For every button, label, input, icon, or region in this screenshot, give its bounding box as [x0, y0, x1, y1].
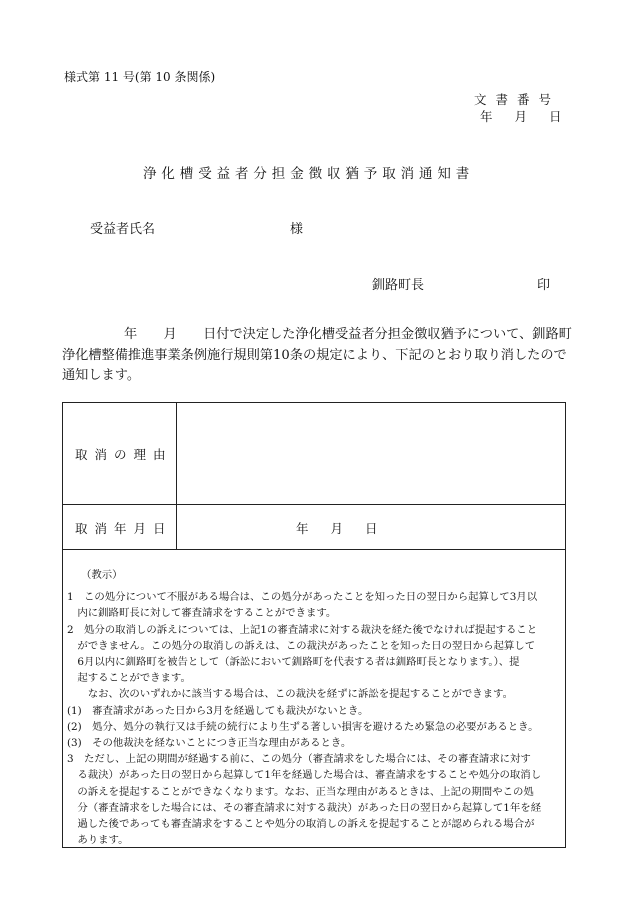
header-date-day: 日 [549, 109, 562, 124]
appeal-notice-line: 起することができます。 [67, 672, 191, 685]
appeal-notice-line: 分（審査請求をした場合には、その審査請求に対する裁決）があった日の翌日から起算して1年を経 [67, 801, 542, 814]
appeal-notice-line: (3) その他裁決を経ないことにつき正当な理由があるとき。 [67, 737, 352, 750]
details-table [62, 402, 566, 848]
reason-label: 取消の理由 [75, 447, 173, 462]
appeal-notice-line: 1 この処分について不服がある場合は、この処分があったことを知った日の翌日から起算して3月以 [67, 591, 538, 604]
cancel-date [296, 519, 378, 537]
column-divider [176, 403, 177, 549]
appeal-notice-line: 過した後であっても審査請求をすることや処分の取消しの訴えを提起することが認められる場合が [67, 818, 535, 831]
recipient-label: 受益者氏名 [90, 222, 156, 237]
appeal-notice-line: (2) 処分、処分の執行又は手続の続行により生ずる著しい損害を避けるため緊急の必要があるとき。 [67, 720, 539, 733]
form-number: 様式第 11 号(第 10 条関係) [64, 70, 216, 84]
appeal-notice-line: 内に釧路町長に対して審査請求をすることができます。 [67, 607, 337, 620]
appeal-notice [63, 567, 565, 848]
appeal-notice-line: る裁決）があった日の翌日から起算して1年を経過した場合は、審査請求をすることや処分の取消し [67, 769, 542, 782]
appeal-notice-line: (1) 審査請求があった日から3月を経過しても裁決がないとき。 [67, 704, 369, 717]
cancel-date-day: 日 [365, 521, 378, 536]
appeal-notice-line: の訴えを提起することができなくなります。なお、正当な理由があるときは、上記の期間やこの処 [67, 785, 534, 798]
appeal-notice-line: 6月以内に釧路町を被告として（訴訟において釧路町を代表する者は釧路町長となります。）、提 [67, 656, 520, 669]
header-date [480, 107, 562, 125]
seal-mark: 印 [537, 278, 551, 293]
date-row [63, 505, 565, 550]
reason-row [63, 403, 565, 505]
document-title: 浄化槽受益者分担金徴収猶予取消通知書 [143, 166, 475, 182]
appeal-notice-line: あります。 [67, 834, 129, 847]
recipient-honorific: 様 [290, 222, 304, 237]
body-line: 年 月 日付で決定した浄化槽受益者分担金徴収猶予について、釧路町 [124, 327, 572, 342]
notice-body [62, 325, 572, 387]
appeal-notice-line: 3 ただし、上記の期間が経過する前に、この処分（審査請求をした場合には、その審査請求に対す [67, 753, 531, 766]
body-line: 通知します。 [62, 368, 141, 383]
document-number: 文書番号 [474, 92, 561, 107]
appeal-notice-line: なお、次のいずれかに該当する場合は、この裁決を経ずに訴訟を提起することができます。 [67, 688, 513, 701]
date-label: 取消年月日 [75, 521, 173, 536]
header-date-month: 月 [514, 109, 528, 124]
appeal-notice-line: 2 処分の取消しの訴えについては、上記1の審査請求に対する裁決を経た後でなければ提起すること [67, 623, 538, 636]
header-date-year: 年 [480, 109, 493, 124]
appeal-notice-lines [63, 589, 565, 848]
body-line: 浄化槽整備推進事業条例施行規則第10条の規定により、下記のとおり取り消したので [62, 347, 567, 363]
cancel-date-month: 月 [330, 521, 344, 536]
appeal-notice-heading: （教示） [81, 569, 123, 581]
appeal-notice-line: ができません。この処分の取消しの訴えは、この裁決があったことを知った日の翌日から起算して [67, 639, 536, 652]
sender-name: 釧路町長 [372, 278, 425, 293]
cancel-date-year: 年 [296, 521, 309, 536]
